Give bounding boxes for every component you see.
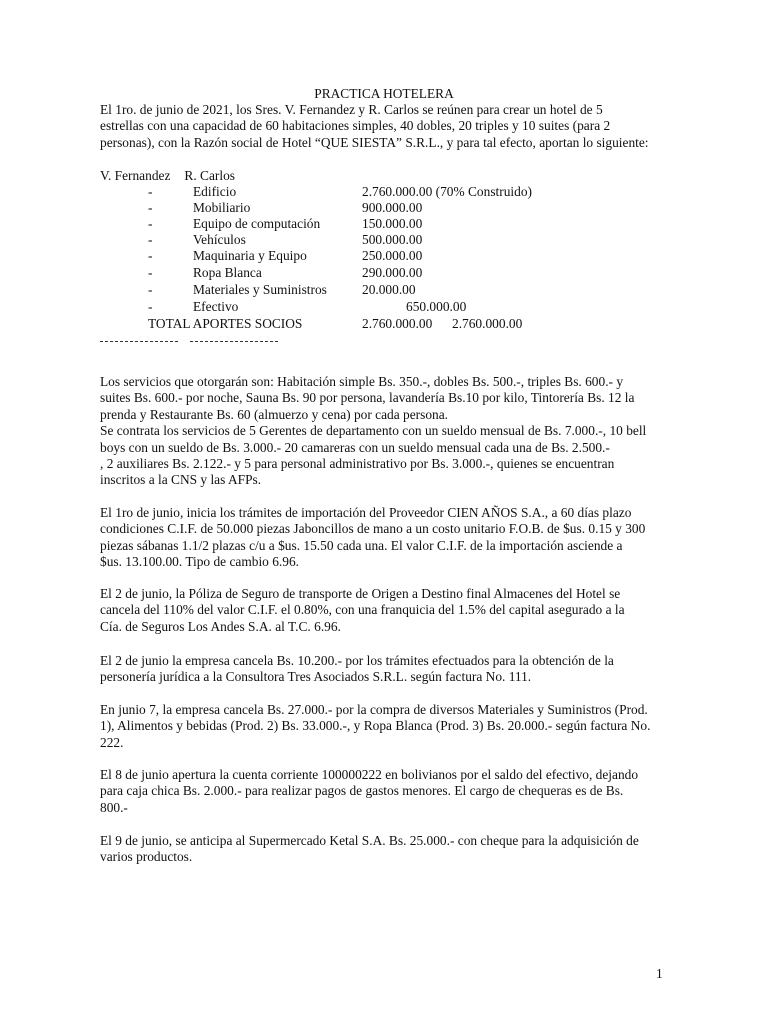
- contribution-amount: 250.000.00: [362, 248, 423, 263]
- contribution-row: [0, 248, 768, 264]
- contribution-amount: 290.000.00: [362, 265, 423, 280]
- advance-line: El 9 de junio, se anticipa al Supermercado Ketal S.A. Bs. 25.000.- con cheque para la adquisición de: [100, 833, 639, 848]
- bank-line: El 8 de junio apertura la cuenta corriente 100000222 en bolivianos por el saldo del efectivo, dejando: [100, 767, 639, 782]
- intro-paragraph: [100, 102, 680, 151]
- intro-line: estrellas con una capacidad de 60 habitaciones simples, 40 dobles, 20 triples y 10 suites (para 2: [100, 118, 611, 134]
- supplies-paragraph: [100, 702, 680, 751]
- contribution-label: Edificio: [193, 184, 237, 199]
- import-paragraph: [100, 505, 680, 571]
- contribution-row: [0, 200, 768, 216]
- services-paragraph: [100, 374, 680, 489]
- contribution-amount: 20.000.00: [362, 282, 416, 297]
- intro-line: personas), con la Razón social de Hotel “QUE SIESTA” S.R.L., y para tal efecto, aportan lo siguiente:: [100, 134, 649, 150]
- legal-line: El 2 de junio la empresa cancela Bs. 10.200.- por los trámites efectuados para la obtención de la: [100, 653, 614, 668]
- list-dash: -: [148, 216, 153, 231]
- advance-line: varios productos.: [100, 849, 193, 865]
- contribution-label: Equipo de computación: [193, 216, 321, 231]
- contribution-label: Ropa Blanca: [193, 265, 262, 280]
- owner-name: V. Fernandez: [100, 168, 171, 183]
- contribution-label: Materiales y Suministros: [193, 282, 327, 297]
- owners-header: [100, 168, 235, 184]
- contribution-label: Mobiliario: [193, 200, 251, 215]
- legal-paragraph: [100, 653, 680, 686]
- page-number: 1: [656, 966, 663, 981]
- insurance-paragraph: [100, 586, 680, 635]
- divider-line: [100, 341, 178, 342]
- bank-paragraph: [100, 767, 680, 816]
- contribution-label: Maquinaria y Equipo: [193, 248, 307, 263]
- contribution-row: [0, 265, 768, 281]
- owner-name: R. Carlos: [184, 168, 235, 183]
- bank-line: 800.-: [100, 799, 128, 815]
- contribution-row: [0, 216, 768, 232]
- import-line: El 1ro de junio, inicia los trámites de importación del Proveedor CIEN AÑOS S.A., a 60 días plazo: [100, 505, 632, 520]
- services-line: , 2 auxiliares Bs. 2.122.- y 5 para personal administrativo por Bs. 3.000.-, quienes se encuentran: [100, 456, 615, 472]
- supplies-line: 222.: [100, 734, 124, 750]
- contribution-label: Vehículos: [193, 232, 246, 247]
- contribution-row: [0, 299, 768, 315]
- contribution-row: [0, 232, 768, 248]
- insurance-line: cancela del 110% del valor C.I.F. el 0.80%, con una franquicia del 1.5% del capital asegurado a la: [100, 602, 625, 618]
- services-line: suites Bs. 600.- por noche, Sauna Bs. 90 por persona, lavandería Bs.10 por kilo, Tintorería Bs. 12 la: [100, 390, 635, 406]
- total-row: [0, 316, 768, 332]
- list-dash: -: [148, 248, 153, 263]
- legal-line: personería jurídica a la Consultora Tres Asociados S.R.L. según factura No. 111.: [100, 669, 532, 685]
- list-dash: -: [148, 282, 153, 297]
- import-line: $us. 13.100.00. Tipo de cambio 6.96.: [100, 554, 300, 570]
- contribution-row: [0, 282, 768, 298]
- intro-line: El 1ro. de junio de 2021, los Sres. V. Fernandez y R. Carlos se reúnen para crear un hotel de 5: [100, 102, 603, 117]
- list-dash: -: [148, 265, 153, 280]
- contribution-amount: 900.000.00: [362, 200, 423, 215]
- services-line: inscritos a la CNS y las AFPs.: [100, 472, 262, 488]
- import-line: piezas sábanas 1.1/2 plazas c/u a $us. 15.50 cada una. El valor C.I.F. de la importación asciende a: [100, 537, 623, 553]
- insurance-line: Cía. de Seguros Los Andes S.A. al T.C. 6.96.: [100, 618, 341, 634]
- advance-paragraph: [100, 833, 680, 866]
- services-line: Se contrata los servicios de 5 Gerentes de departamento con un sueldo mensual de Bs. 7.000.-, 10 bell: [100, 423, 647, 439]
- list-dash: -: [148, 299, 153, 314]
- bank-line: para caja chica Bs. 2.000.- para realizar pagos de gastos menores. El cargo de chequeras es de Bs.: [100, 783, 624, 799]
- total-amount: 2.760.000.00: [452, 316, 523, 331]
- services-line: boys con un sueldo de Bs. 3.000.- 20 camareras con un sueldo mensual cada una de Bs. 2.500.-: [100, 439, 610, 455]
- contribution-amount: 2.760.000.00 (70% Construido): [362, 184, 532, 199]
- contribution-amount: 650.000.00: [406, 299, 467, 314]
- supplies-line: En junio 7, la empresa cancela Bs. 27.000.- por la compra de diversos Materiales y Suministros (Prod.: [100, 702, 648, 717]
- supplies-line: 1), Alimentos y bebidas (Prod. 2) Bs. 33.000.-, y Ropa Blanca (Prod. 3) Bs. 20.000.- según factura No.: [100, 718, 651, 734]
- divider-line: [190, 341, 278, 342]
- services-line: Los servicios que otorgarán son: Habitación simple Bs. 350.-, dobles Bs. 500.-, triples Bs. 600.- y: [100, 374, 624, 389]
- contribution-amount: 150.000.00: [362, 216, 423, 231]
- contribution-row: [0, 184, 768, 200]
- list-dash: -: [148, 200, 153, 215]
- document-title: PRACTICA HOTELERA: [314, 86, 454, 101]
- services-line: prenda y Restaurante Bs. 60 (almuerzo y cena) por cada persona.: [100, 406, 449, 422]
- list-dash: -: [148, 184, 153, 199]
- total-label: TOTAL APORTES SOCIOS: [148, 316, 303, 331]
- import-line: condiciones C.I.F. de 50.000 piezas Jaboncillos de mano a un costo unitario F.O.B. de $us. 0.15 y 300: [100, 521, 646, 537]
- contribution-label: Efectivo: [193, 299, 239, 314]
- total-amount: 2.760.000.00: [362, 316, 433, 331]
- contribution-amount: 500.000.00: [362, 232, 423, 247]
- list-dash: -: [148, 232, 153, 247]
- insurance-line: El 2 de junio, la Póliza de Seguro de transporte de Origen a Destino final Almacenes del Hotel se: [100, 586, 621, 601]
